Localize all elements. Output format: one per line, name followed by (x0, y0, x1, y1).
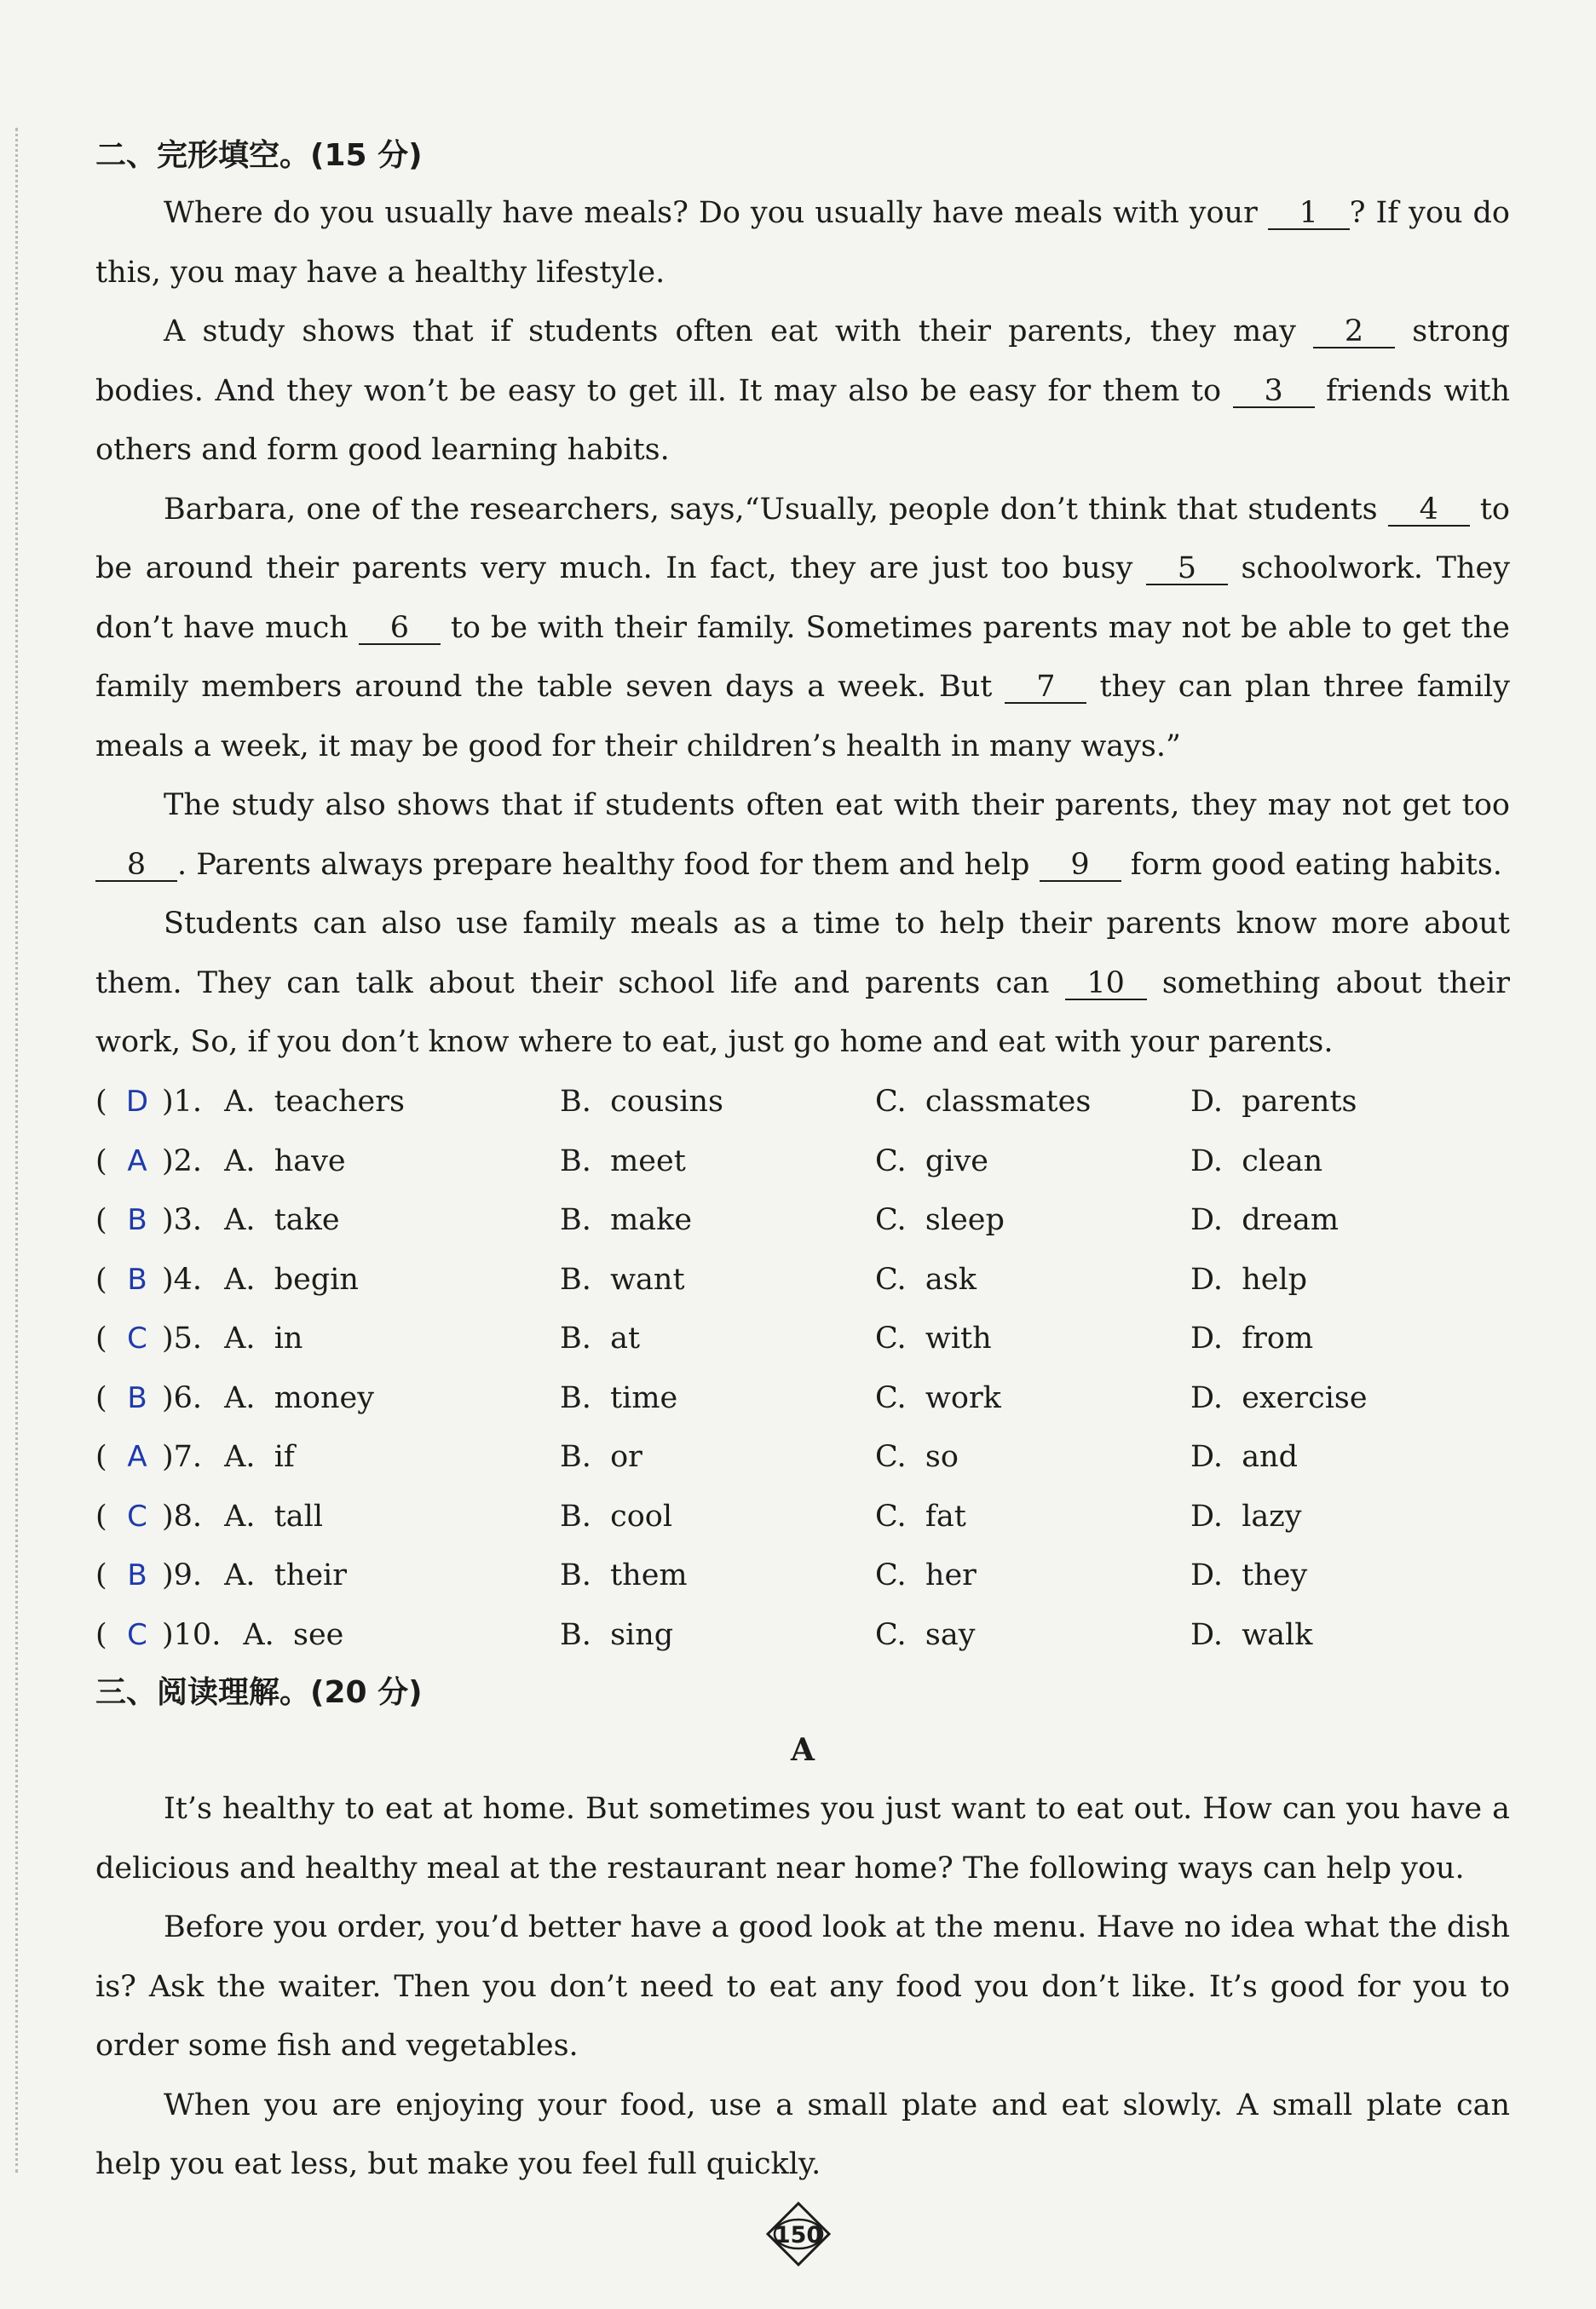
answer-mark: B (127, 1380, 147, 1415)
option-d: D. exercise (1190, 1380, 1368, 1415)
option-b: B. time (560, 1380, 678, 1415)
option-c: C. fat (875, 1499, 966, 1534)
left-paren: ( (95, 1321, 107, 1356)
cloze-options (95, 1073, 1510, 1665)
paragraph-text: schoolwork. They don’t have much (95, 551, 1510, 645)
paragraph (95, 895, 1510, 1073)
right-paren: ) (162, 1321, 174, 1356)
left-paren: ( (95, 1617, 107, 1652)
option-b: B. or (560, 1440, 642, 1475)
question-number: 3. (173, 1203, 203, 1238)
question-number-cell (95, 1263, 560, 1297)
cloze-blank: 4 (1388, 494, 1470, 527)
question-row (95, 1250, 1510, 1310)
section2-title: 二、完形填空。(15 分) (95, 138, 423, 173)
answer-mark: B (127, 1558, 147, 1593)
option-a: A. tall (224, 1499, 324, 1534)
answer-mark: C (127, 1499, 147, 1534)
paragraph-text: . Parents always prepare healthy food for them and help (177, 847, 1040, 882)
option-a: A. take (224, 1203, 340, 1238)
option-a: A. see (243, 1617, 344, 1652)
right-paren: ) (162, 1440, 174, 1475)
cloze-blank: 5 (1146, 553, 1228, 585)
option-a: A. have (224, 1143, 346, 1178)
left-paren: ( (95, 1380, 107, 1415)
question-number-cell (95, 1203, 560, 1237)
question-number-cell (95, 1618, 560, 1652)
question-number-cell (95, 1085, 560, 1119)
paragraph-text: Students can also use family meals as a time to help their parents know more about them. They can talk about their school life and parents can (95, 907, 1510, 1000)
page-content (95, 128, 1510, 2195)
left-paren: ( (95, 1440, 107, 1475)
paragraph (95, 184, 1510, 302)
question-row (95, 1546, 1510, 1606)
cloze-blank: 1 (1268, 198, 1350, 230)
paragraph: When you are enjoying your food, use a small plate and eat slowly. A small plate can help you eat less, but make you feel full quickly. (95, 2087, 1510, 2181)
paragraph-text: A study shows that if students often eat with their parents, they may (164, 314, 1314, 348)
option-d: D. help (1190, 1262, 1308, 1297)
cloze-passage (95, 184, 1510, 1073)
option-b: B. cousins (560, 1085, 723, 1120)
option-a: A. begin (224, 1262, 359, 1297)
question-number: 6. (173, 1380, 203, 1415)
option-a: A. money (224, 1380, 375, 1415)
answer-mark: C (127, 1321, 147, 1356)
option-d: D. from (1190, 1321, 1314, 1356)
option-d: D. parents (1190, 1085, 1357, 1120)
left-paren: ( (95, 1558, 107, 1593)
paragraph-text: Barbara, one of the researchers, says,“Usually, people don’t think that students (164, 492, 1388, 527)
left-paren: ( (95, 1203, 107, 1238)
option-b: B. want (560, 1262, 685, 1297)
option-c: C. her (875, 1558, 977, 1593)
paragraph-text: ? If you do this, you may have a healthy lifestyle. (95, 196, 1510, 290)
paragraph-text: strong bodies. And they won’t be easy to get ill. It may also be easy for them to (95, 314, 1510, 408)
question-row (95, 1487, 1510, 1546)
option-d: D. and (1190, 1440, 1299, 1475)
option-c: C. classmates (875, 1085, 1092, 1120)
paragraph (95, 776, 1510, 895)
right-paren: ) (162, 1380, 174, 1415)
question-number: 10. (173, 1617, 222, 1652)
option-a: A. in (224, 1321, 303, 1356)
option-d: D. dream (1190, 1203, 1340, 1238)
left-paren: ( (95, 1499, 107, 1534)
page-number-badge (764, 2200, 833, 2268)
cloze-blank: 10 (1065, 968, 1147, 1000)
page-number: 150 (774, 2222, 823, 2249)
answer-mark: B (127, 1262, 147, 1297)
paragraph-text: to be with their family. Sometimes parents may not be able to get the family members around the table seven days a week. But (95, 610, 1510, 704)
question-number: 9. (173, 1558, 203, 1593)
paragraph-text: The study also shows that if students often eat with their parents, they may not get too (164, 788, 1510, 822)
left-paren: ( (95, 1143, 107, 1178)
right-paren: ) (162, 1558, 174, 1593)
cloze-blank: 3 (1233, 376, 1315, 408)
option-d: D. they (1190, 1558, 1308, 1593)
option-c: C. give (875, 1143, 988, 1178)
answer-mark: D (125, 1085, 149, 1120)
question-row (95, 1191, 1510, 1251)
option-c: C. work (875, 1380, 1001, 1415)
left-paren: ( (95, 1262, 107, 1297)
margin-dotted-line (15, 128, 18, 2173)
right-paren: ) (162, 1617, 174, 1652)
question-number: 7. (173, 1440, 203, 1475)
question-row (95, 1428, 1510, 1488)
question-number-cell (95, 1558, 560, 1592)
cloze-blank: 6 (359, 613, 441, 645)
option-c: C. so (875, 1440, 959, 1475)
option-a: A. their (224, 1558, 347, 1593)
question-row (95, 1368, 1510, 1428)
paragraph-text: Where do you usually have meals? Do you usually have meals with your (164, 196, 1268, 230)
option-b: B. sing (560, 1617, 674, 1652)
option-c: C. sleep (875, 1203, 1005, 1238)
reading-passage (95, 1780, 1510, 2195)
paragraph-text: to be around their parents very much. In fact, they are just too busy (95, 492, 1510, 585)
section3-title: 三、阅读理解。(20 分) (95, 1674, 423, 1710)
option-d: D. lazy (1190, 1499, 1302, 1534)
answer-mark: A (127, 1143, 147, 1178)
option-d: D. clean (1190, 1143, 1323, 1178)
option-b: B. meet (560, 1143, 686, 1178)
paragraph (95, 302, 1510, 481)
option-d: D. walk (1190, 1617, 1313, 1652)
right-paren: ) (162, 1499, 174, 1534)
paragraph-text: they can plan three family meals a week, it may be good for their children’s health in many ways.” (95, 670, 1510, 763)
question-row (95, 1131, 1510, 1191)
question-number-cell (95, 1144, 560, 1178)
paragraph (95, 481, 1510, 777)
question-number: 2. (173, 1143, 203, 1178)
right-paren: ) (162, 1143, 174, 1178)
right-paren: ) (162, 1203, 174, 1238)
question-row (95, 1605, 1510, 1665)
option-b: B. them (560, 1558, 688, 1593)
option-c: C. ask (875, 1262, 977, 1297)
paragraph-text: something about their work, So, if you don’t know where to eat, just go home and eat with your parents. (95, 965, 1510, 1059)
question-row (95, 1310, 1510, 1369)
paragraph: Before you order, you’d better have a good look at the menu. Have no idea what the dish is? Ask the waiter. Then you don’t need to eat any food you don’t like. It’s good for you to order some fish and vegetables. (95, 1910, 1510, 2063)
paragraph: It’s healthy to eat at home. But sometimes you just want to eat out. How can you have a delicious and healthy meal at the restaurant near home? The following ways can help you. (95, 1792, 1510, 1886)
question-row (95, 1073, 1510, 1132)
cloze-blank: 9 (1040, 849, 1121, 882)
option-b: B. make (560, 1203, 693, 1238)
question-number: 8. (173, 1499, 203, 1534)
paragraph-text: form good eating habits. (1121, 847, 1502, 882)
option-a: A. teachers (224, 1085, 405, 1120)
cloze-blank: 8 (95, 849, 177, 882)
paragraph-text: friends with others and form good learning habits. (95, 373, 1510, 467)
option-b: B. cool (560, 1499, 673, 1534)
question-number-cell (95, 1321, 560, 1356)
option-c: C. say (875, 1617, 976, 1652)
question-number-cell (95, 1440, 560, 1474)
question-number: 1. (173, 1085, 203, 1120)
question-number-cell (95, 1381, 560, 1415)
option-c: C. with (875, 1321, 992, 1356)
cloze-blank: 2 (1313, 316, 1395, 348)
option-a: A. if (224, 1440, 295, 1475)
option-b: B. at (560, 1321, 641, 1356)
answer-mark: A (127, 1440, 147, 1475)
answer-mark: B (127, 1203, 147, 1238)
right-paren: ) (162, 1085, 174, 1120)
cloze-blank: 7 (1005, 671, 1086, 704)
passage-heading: A (791, 1731, 815, 1768)
answer-mark: C (127, 1617, 147, 1652)
right-paren: ) (162, 1262, 174, 1297)
question-number: 5. (173, 1321, 203, 1356)
left-paren: ( (95, 1085, 107, 1120)
question-number-cell (95, 1500, 560, 1534)
question-number: 4. (173, 1262, 203, 1297)
